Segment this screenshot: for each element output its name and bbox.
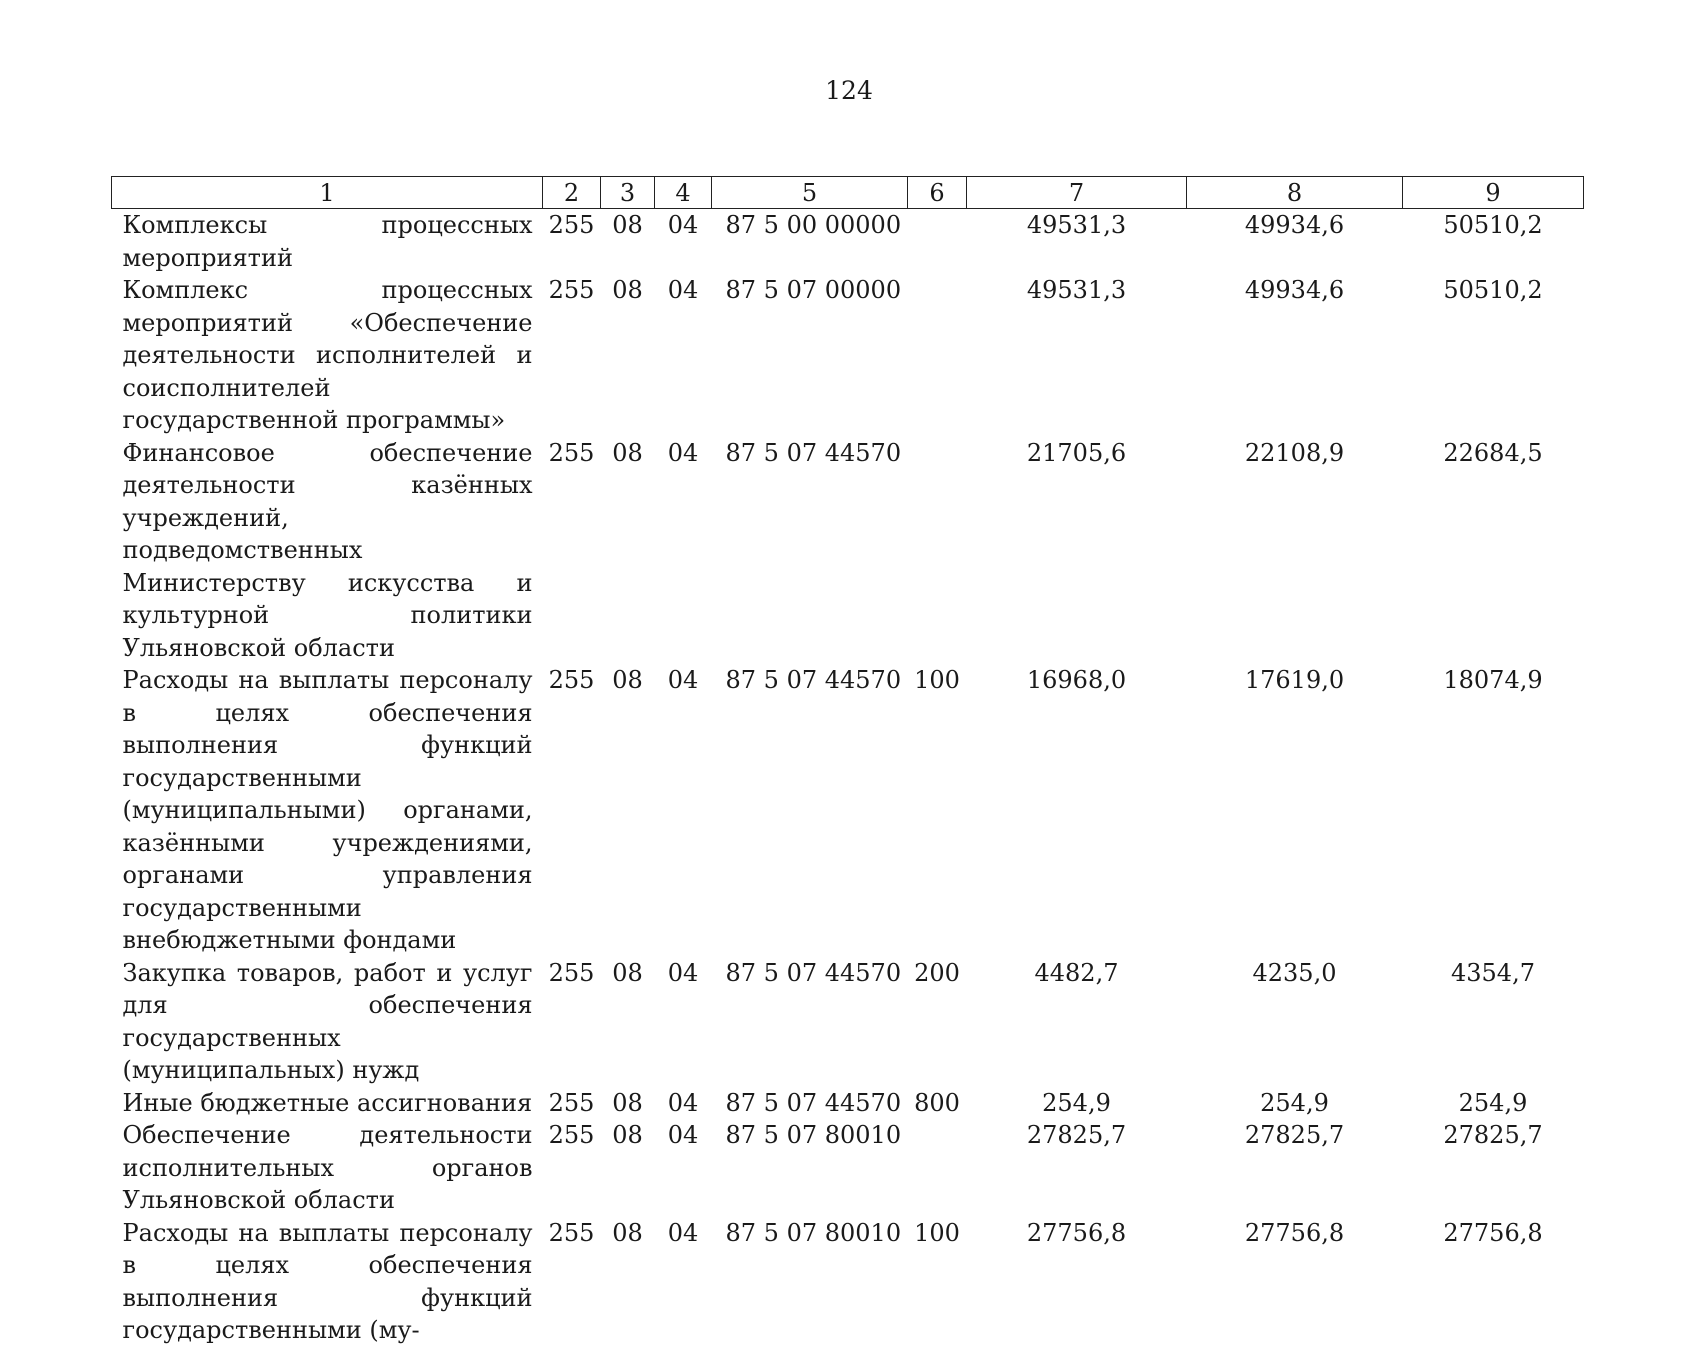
row-code-6: 200 bbox=[914, 958, 960, 987]
row-amount-9: 27756,8 bbox=[1443, 1218, 1543, 1247]
column-header-1: 1 bbox=[112, 177, 543, 209]
column-header-9: 9 bbox=[1403, 177, 1584, 209]
column-header-7: 7 bbox=[967, 177, 1187, 209]
row-code-3: 08 bbox=[612, 1121, 643, 1149]
row-code-3: 08 bbox=[612, 958, 643, 987]
row-code-5: 87 5 07 44570 bbox=[725, 958, 902, 987]
row-amount-8: 27756,8 bbox=[1244, 1218, 1345, 1247]
table-row bbox=[112, 437, 1584, 665]
row-code-6: 100 bbox=[914, 1218, 960, 1247]
budget-table bbox=[111, 176, 1584, 1347]
row-code-6: 800 bbox=[914, 1088, 960, 1117]
row-code-4: 04 bbox=[667, 276, 699, 304]
row-amount-8: 49934,6 bbox=[1244, 276, 1345, 304]
row-code-3: 08 bbox=[612, 276, 643, 304]
row-code-2: 255 bbox=[548, 276, 595, 304]
row-code-2: 255 bbox=[548, 1088, 595, 1117]
row-amount-9: 4354,7 bbox=[1451, 958, 1535, 987]
column-header-2: 2 bbox=[543, 177, 601, 209]
row-code-5: 87 5 07 44570 bbox=[725, 1088, 902, 1117]
row-amount-8: 49934,6 bbox=[1244, 211, 1345, 239]
row-name: Финансовое обеспечение деятельности казённых учреждений, подведомственных Министерству искусства и культурной политики Ульяновской области bbox=[122, 438, 533, 662]
table-row bbox=[112, 209, 1584, 275]
row-amount-7: 27756,8 bbox=[1026, 1218, 1127, 1247]
row-amount-9: 50510,2 bbox=[1443, 211, 1543, 239]
column-header-6: 6 bbox=[908, 177, 967, 209]
header-row bbox=[112, 177, 1584, 209]
row-amount-7: 49531,3 bbox=[1026, 211, 1127, 239]
table-row bbox=[112, 1217, 1584, 1347]
row-amount-9: 22684,5 bbox=[1443, 438, 1543, 467]
table-row bbox=[112, 957, 1584, 1087]
row-code-6 bbox=[908, 1119, 967, 1217]
table-row bbox=[112, 1119, 1584, 1217]
row-amount-8: 254,9 bbox=[1260, 1088, 1329, 1117]
row-name: Иные бюджетные ассигнования bbox=[122, 1088, 533, 1117]
column-header-4: 4 bbox=[655, 177, 712, 209]
row-amount-7: 27825,7 bbox=[1026, 1121, 1127, 1149]
row-code-2: 255 bbox=[548, 1218, 595, 1247]
table-row bbox=[112, 274, 1584, 437]
row-code-4: 04 bbox=[667, 1088, 699, 1117]
row-name: Расходы на выплаты персоналу в целях обеспечения выполнения функций государственными (му- bbox=[122, 1218, 533, 1344]
row-amount-9: 50510,2 bbox=[1443, 276, 1543, 304]
row-amount-7: 254,9 bbox=[1042, 1088, 1111, 1117]
row-code-6: 100 bbox=[914, 666, 960, 694]
column-header-5: 5 bbox=[712, 177, 908, 209]
row-code-2: 255 bbox=[548, 211, 595, 239]
column-header-3: 3 bbox=[601, 177, 655, 209]
row-code-2: 255 bbox=[548, 1121, 595, 1149]
row-code-5: 87 5 07 80010 bbox=[725, 1121, 902, 1149]
row-code-5: 87 5 07 80010 bbox=[725, 1218, 902, 1247]
row-name: Обеспечение деятельности исполнительных органов Ульяновской области bbox=[122, 1121, 533, 1214]
row-code-4: 04 bbox=[667, 1121, 699, 1149]
row-name: Расходы на выплаты персоналу в целях обеспечения выполнения функций государственными (муниципальными) органами, казёнными учреждениями, органами управления государственными внебюджетными фондами bbox=[122, 666, 533, 954]
table-row bbox=[112, 664, 1584, 957]
row-amount-8: 27825,7 bbox=[1244, 1121, 1345, 1149]
row-amount-8: 4235,0 bbox=[1252, 958, 1337, 987]
row-amount-8: 22108,9 bbox=[1244, 438, 1345, 467]
page-number: 124 bbox=[825, 76, 873, 105]
table-row bbox=[112, 1087, 1584, 1120]
row-amount-7: 16968,0 bbox=[1026, 666, 1127, 694]
row-code-2: 255 bbox=[548, 666, 595, 694]
row-name: Комплекс процессных мероприятий «Обеспечение деятельности исполнителей и соисполнителей государственной программы» bbox=[122, 276, 533, 434]
row-code-6 bbox=[908, 437, 967, 665]
row-name: Закупка товаров, работ и услуг для обеспечения государственных (муниципальных) нужд bbox=[122, 958, 533, 1084]
row-code-5: 87 5 07 44570 bbox=[725, 438, 902, 467]
row-code-4: 04 bbox=[667, 211, 699, 239]
row-code-3: 08 bbox=[612, 211, 643, 239]
row-amount-7: 4482,7 bbox=[1034, 958, 1119, 987]
row-code-6 bbox=[908, 274, 967, 437]
row-code-2: 255 bbox=[548, 958, 595, 987]
column-header-8: 8 bbox=[1187, 177, 1403, 209]
row-code-3: 08 bbox=[612, 438, 643, 467]
row-amount-8: 17619,0 bbox=[1244, 666, 1345, 694]
row-amount-7: 49531,3 bbox=[1026, 276, 1127, 304]
row-code-2: 255 bbox=[548, 438, 595, 467]
row-code-4: 04 bbox=[667, 666, 699, 694]
row-code-5: 87 5 00 00000 bbox=[725, 211, 902, 239]
row-name: Комплексы процессных мероприятий bbox=[122, 211, 533, 272]
row-code-4: 04 bbox=[667, 958, 699, 987]
row-code-4: 04 bbox=[667, 438, 699, 467]
row-code-5: 87 5 07 44570 bbox=[725, 666, 902, 694]
row-amount-9: 18074,9 bbox=[1443, 666, 1543, 694]
row-amount-9: 254,9 bbox=[1458, 1088, 1528, 1117]
row-code-6 bbox=[908, 209, 967, 275]
row-code-3: 08 bbox=[612, 1218, 643, 1247]
row-code-4: 04 bbox=[667, 1218, 699, 1247]
row-amount-7: 21705,6 bbox=[1026, 438, 1127, 467]
row-code-3: 08 bbox=[612, 1088, 643, 1117]
row-code-5: 87 5 07 00000 bbox=[725, 276, 902, 304]
row-amount-9: 27825,7 bbox=[1443, 1121, 1543, 1149]
row-code-3: 08 bbox=[612, 666, 643, 694]
